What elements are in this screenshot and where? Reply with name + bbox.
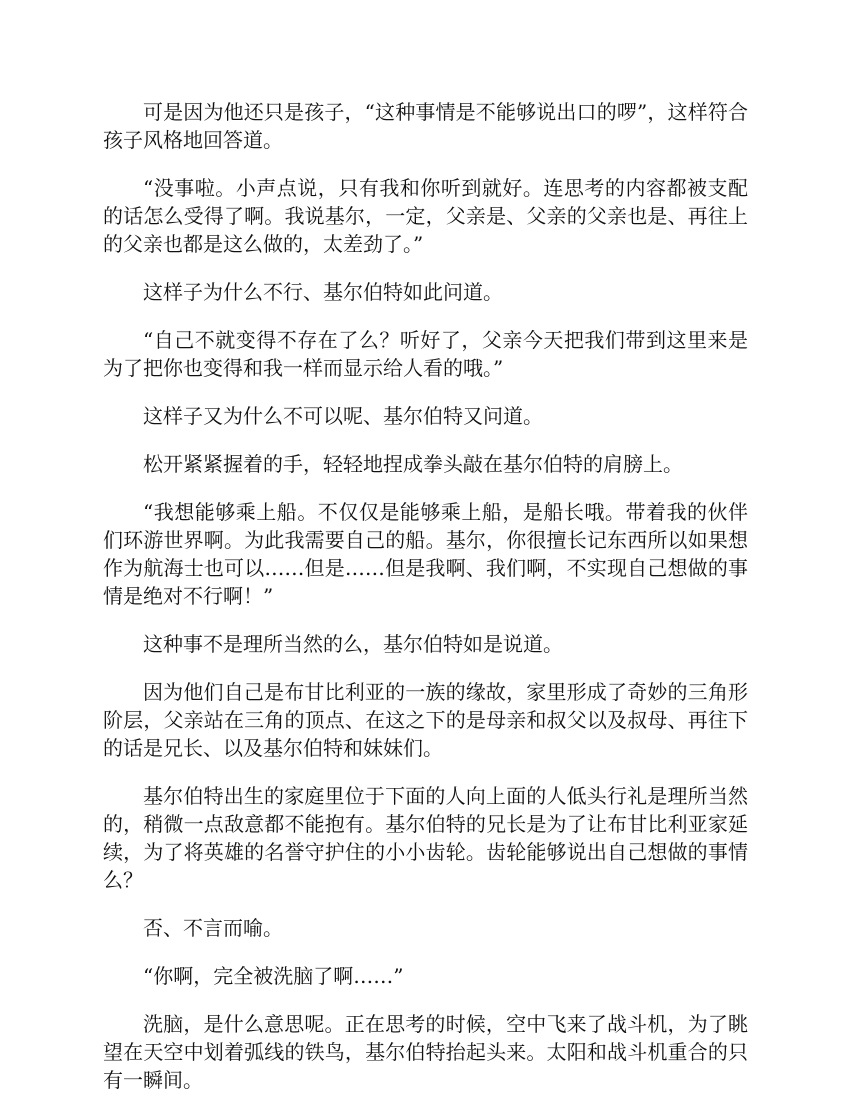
paragraph: 松开紧紧握着的手，轻轻地捏成拳头敲在基尔伯特的肩膀上。 bbox=[143, 452, 683, 476]
paragraph: 这样子为什么不行、基尔伯特如此问道。 bbox=[143, 280, 503, 304]
paragraph: “没事啦。小声点说，只有我和你听到就好。连思考的内容都被支配的话怎么受得了啊。我说基尔，一定，父亲是、父亲的父亲也是、再往上的父亲也都是这么做的，太差劲了。” bbox=[103, 176, 748, 256]
paragraph: “你啊，完全被洗脑了啊……” bbox=[143, 964, 404, 988]
paragraph: 可是因为他还只是孩子，“这种事情是不能够说出口的啰”，这样符合孩子风格地回答道。 bbox=[103, 100, 748, 152]
paragraph: 否、不言而喻。 bbox=[143, 916, 283, 940]
paragraph: 因为他们自己是布甘比利亚的一族的缘故，家里形成了奇妙的三角形阶层，父亲站在三角的顶点、在这之下的是母亲和叔父以及叔母、再往下的话是兄长、以及基尔伯特和妹妹们。 bbox=[103, 680, 748, 760]
document-page bbox=[103, 98, 748, 1114]
paragraph: 这样子又为什么不可以呢、基尔伯特又问道。 bbox=[143, 404, 543, 428]
paragraph: “自己不就变得不存在了么？听好了，父亲今天把我们带到这里来是为了把你也变得和我一样而显示给人看的哦。” bbox=[103, 328, 748, 380]
paragraph: 基尔伯特出生的家庭里位于下面的人向上面的人低头行礼是理所当然的，稍微一点敌意都不能抱有。基尔伯特的兄长是为了让布甘比利亚家延续，为了将英雄的名誉守护住的小小齿轮。齿轮能够说出自己想做的事情么？ bbox=[103, 784, 748, 892]
paragraph: 洗脑，是什么意思呢。正在思考的时候，空中飞来了战斗机，为了眺望在天空中划着弧线的铁鸟，基尔伯特抬起头来。太阳和战斗机重合的只有一瞬间。 bbox=[103, 1012, 748, 1092]
paragraph: “我想能够乘上船。不仅仅是能够乘上船，是船长哦。带着我的伙伴们环游世界啊。为此我需要自己的船。基尔，你很擅长记东西所以如果想作为航海士也可以……但是……但是我啊、我们啊，不实现自己想做的事情是绝对不行啊！” bbox=[103, 500, 748, 608]
paragraph: 这种事不是理所当然的么，基尔伯特如是说道。 bbox=[143, 632, 563, 656]
